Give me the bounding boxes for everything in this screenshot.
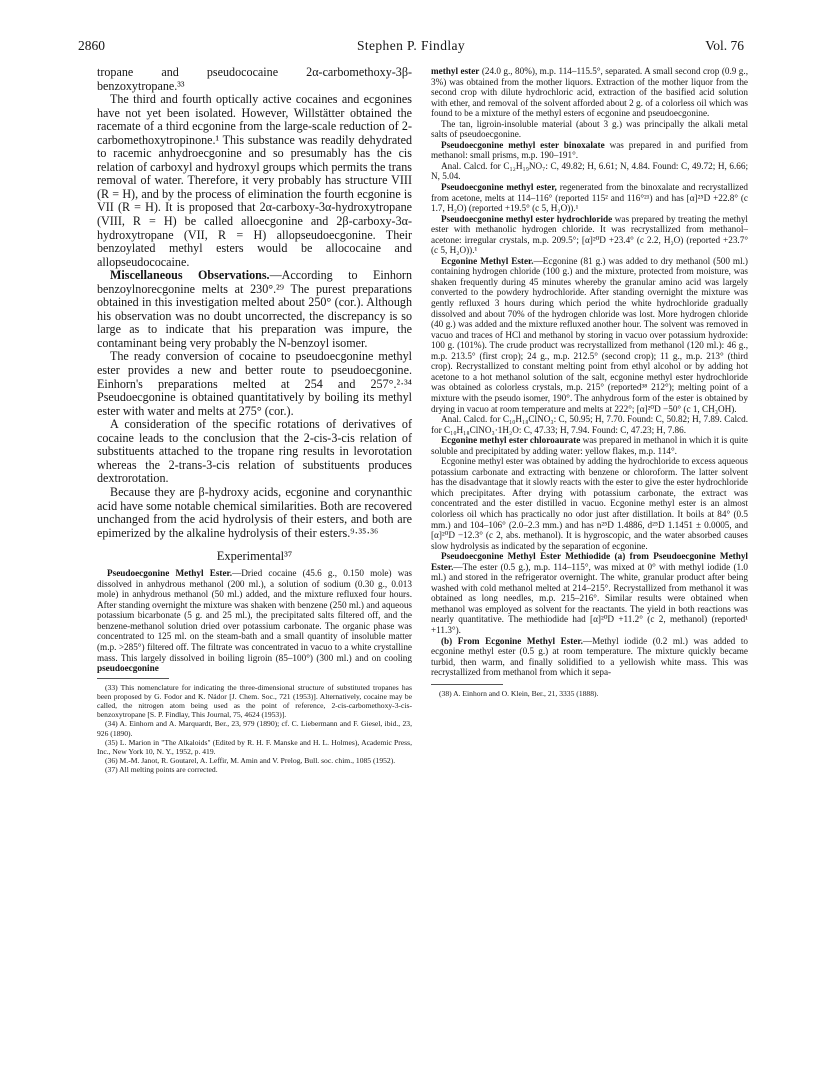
paragraph: tropane and pseudococaine 2α-carbomethoxy-3β-benzoxytropane.³³ <box>97 65 412 93</box>
paragraph: A consideration of the specific rotations of derivatives of cocaine leads to the conclusion that the 2-cis-3-cis relation of substituents attached to the tropane ring results in levorotation whereas the 2-trans-3-cis relation of substituents produces dextrorotation. <box>97 417 412 486</box>
footnote: (37) All melting points are corrected. <box>105 765 218 775</box>
footnote: (33) This nomenclature for indicating the three-dimensional structure of substituted tropanes has been proposed by G. Fodor and K. Nádor [J. Chem. Soc., 721 (1953)]. Alternatively, cocaine may be called, the nitrogen atom being used as the point of reference, 2-cis-carbomethoxy-3-cis-benzoxytropane [S. P. Findlay, This Journal, 75, 4624 (1953)]. <box>97 682 412 720</box>
paragraph: Ecgonine methyl ester was obtained by adding the hydrochloride to excess aqueous potassium carbonate and extracting with benzene or chloroform. The latter solvent has the disadvantage that it slowly reacts with the ester to give the ester hydrochloride which precipitates. After drying with potassium carbonate, the extract was concentrated and the ester distilled in vacuo. Ecgonine methyl ester is an almost colorless oil which has practically no odor just after distillation. It boils at 84° (0.5 mm.) and 104–106° (2.0–2.3 mm.) and has n²⁵D 1.4886, d²⁵D 1.1451 ± 0.0005, and [α]²⁰D −12.3° (c 2, abs. methanol). It is hygroscopic, and the water absorbed causes slow hydrolysis as indicated by the separation of ecgonine. <box>431 456 748 551</box>
run-in-heading: Pseudoecgonine Methyl Ester. <box>107 568 233 579</box>
run-in-heading: (b) From Ecgonine Methyl Ester. <box>441 635 583 646</box>
page-header <box>78 37 744 55</box>
volume-label: Vol. 76 <box>705 38 744 53</box>
left-column <box>97 66 412 775</box>
run-in-heading: Miscellaneous Observations. <box>110 268 270 283</box>
run-in-heading: Pseudoecgonine methyl ester hydrochloride <box>441 213 613 224</box>
experimental-body <box>97 568 412 673</box>
paragraph <box>431 214 748 256</box>
paragraph-text: —Ecgonine (81 g.) was added to dry methanol (500 ml.) containing hydrogen chloride (100 g.) and the mixture, protected from moisture, was shaken frequently during 45 minutes whereby the granular amino acid was largely converted to the powdery hydrochloride. After standing overnight the mixture was gently refluxed 3 hours during which period the white hydrochloride gradually dissolved and about 70% of the hydrogen chloride was lost. More hydrogen chloride (40 g.) was added and the mixture refluxed another hour. The solvent was removed in vacuo and traces of HCl and methanol by storing in vacuo over potassium hydroxide: 100 g. (101%). The crude product was recrystallized from methanol (120 ml.): 46 g., m.p. 213.5° (first crop); 24 g., m.p. 212.5° (second crop); 11 g., m.p. 213° (third crop). Recrystallized to constant melting point from ethyl alcohol or by adding hot acetone to a hot methanol solution of the salt, ecgonine methyl ester hydrochloride was obtained as colorless crystals, m.p. 215° (reported³⁸ 212°); melting point of a mixture with the pseudo isomer, 190°. The anhydrous form of the ester is obtained by drying in vacuo at room temperature and melts at 222°; [α]²⁰D −50° (c 1, CH₃OH). <box>431 255 748 414</box>
paragraph-text: —Dried cocaine (45.6 g., 0.150 mole) was dissolved in anhydrous methanol (200 ml.), a solution of sodium (0.30 g., 0.013 mole) in anhydrous methanol (50 ml.) added, and the mixture refluxed four hours. After standing overnight the mixture was shaken with benzene (250 ml.) and aqueous potassium bicarbonate (5 g. and 25 ml.), the precipitated salts filtered off, and the benzene-methanol solution dried over potassium carbonate. The organic phase was concentrated to 125 ml. on the steam-bath and a small quantity of insoluble matter (m.p. >285°) filtered off. The filtrate was concentrated in vacuo to a white crystalline mass. This largely dissolved in boiling ligroin (85–100°) (300 ml.) and on cooling <box>97 568 412 663</box>
footnotes <box>431 689 748 698</box>
run-in-heading: Ecgonine methyl ester chloroaurate <box>441 435 581 446</box>
run-in-heading: Ecgonine Methyl Ester. <box>441 255 534 266</box>
bold-term: pseudoecgonine <box>97 663 159 674</box>
paragraph <box>431 551 748 635</box>
right-column <box>431 66 748 698</box>
paragraph <box>97 568 412 673</box>
paragraph <box>431 66 748 119</box>
paragraph-text: —The ester (0.5 g.), m.p. 114–115°, was mixed at 0° with methyl iodide (1.0 ml.) and stored in the refrigerator overnight. The white, granular product after being washed with cold methanol melted at 214–215°. Recrystallized from methanol it was obtained as long needles, m.p. 215–216°. Similar results were obtained when methanol was employed as solvent for the reactants. The yield in both reactions was nearly quantitative. The methiodide had [α]²⁰D +11.2° (c 2, methanol) (reported¹ +11.3°). <box>431 561 748 635</box>
paragraph-text: was prepared in methanol in which it is quite soluble and precipitated by adding water: yellow flakes, m.p. 114°. <box>431 435 748 456</box>
footnotes <box>97 683 412 775</box>
analysis-line: Anal. Calcd. for C₁₂H₁₉NO₇: C, 49.82; H, 6.61; N, 4.84. Found: C, 49.72; H, 6.66; N, 5.04. <box>431 160 748 182</box>
paragraph-text: was prepared in and purified from methanol: small prisms, m.p. 190–191°. <box>431 139 749 161</box>
paragraph: Because they are β-hydroxy acids, ecgonine and corynanthic acid have some notable chemical similarities. Both are recovered unchanged from the acid hydrolysis of their esters, and both are epimerized by the alkaline hydrolysis of their esters.⁹·³⁵·³⁶ <box>97 484 412 540</box>
run-in-heading: Pseudoecgonine methyl ester, <box>441 182 557 193</box>
footnote-rule <box>431 684 503 685</box>
footnote: (34) A. Einhorn and A. Marquardt, Ber., 23, 979 (1890); cf. C. Liebermann and F. Giesel, ibid., 23, 926 (1890). <box>97 719 412 738</box>
paragraph-text: —According to Einhorn benzoylnorecgonine melts at 230°.²⁹ The purest preparations obtained in this investigation melted about 250° (cor.). Although his observation was no doubt uncorrected, the discrepancy is so large as to indicate that his preparation was impure, the contaminant being very probably the N-benzoyl isomer. <box>97 268 412 350</box>
paragraph <box>431 636 748 678</box>
analysis-line: Anal. Calcd. for C₁₀H₁₈ClNO₃: C, 50.95; H, 7.70. Found: C, 50.82; H, 7.89. Calcd. for C₁₀H₁₈ClNO₃·1H₂O: C, 47.33; H, 7.94. Found: C, 47.23; H, 7.86. <box>431 414 748 435</box>
paragraph <box>97 269 412 350</box>
paragraph: The third and fourth optically active cocaines and ecgonines have not yet been isolated. However, Willstätter obtained the racemate of a third ecgonine from the large-scale reduction of 2-carbomethoxytropinone.¹ This substance was readily dehydrated to racemic anhydroecgonine and so presumably has the cis relation of carboxyl and hydroxyl groups which permits the trans removal of water. Therefore, it very probably has structure VIII (R = H), and by the process of elimination the fourth ecgonine is VII (R = H). It is proposed that 2α-carboxy-3α-hydroxytropane (VIII, R = H) be called alloecgonine and 2β-carboxy-3α-hydroxytropane (VII, R = H) allopseudoecgonine. Their benzoylated methyl esters would be allococaine and allopseudococaine. <box>97 92 412 269</box>
run-in-heading: Pseudoecgonine methyl ester binoxalate <box>441 139 605 150</box>
paragraph <box>431 182 748 214</box>
paragraph: The tan, ligroin-insoluble material (about 3 g.) was principally the alkali metal salts of pseudoecgonine. <box>431 118 748 140</box>
bold-term: methyl ester <box>431 66 480 76</box>
paragraph-text: (24.0 g., 80%), m.p. 114–115.5°, separated. A small second crop (0.9 g., 3%) was obtained from the mother liquors. Extraction of the mother liquor from the second crop with dilute hydrochloric acid, extraction of the basified acid solution with ether, and removal of the solvent afforded about 2 g. of a colorless oil which was found to be a mixture of the methyl esters of ecgonine and pseudoecgonine. <box>431 66 748 119</box>
running-author: Stephen P. Findlay <box>356 38 466 53</box>
paragraph <box>431 140 748 161</box>
footnote: (36) M.-M. Janot, R. Goutarel, A. Leffir, M. Amin and V. Prelog, Bull. soc. chim., 1085 (1952). <box>105 756 396 766</box>
page-number: 2860 <box>78 38 105 53</box>
left-body <box>97 66 412 540</box>
footnote: (35) L. Marion in "The Alkaloids" (Edited by R. H. F. Manske and H. L. Holmes), Academic Press, Inc., New York 10, N. Y., 1952, p. 419. <box>97 737 412 757</box>
paragraph-text: —Methyl iodide (0.2 ml.) was added to ecgonine methyl ester (0.5 g.) at room temperature. The mixture quickly became turbid, then warm, and finally solidified to a yellowish white mass. This was recrystallized from methanol from which it sepa- <box>431 635 748 678</box>
paragraph-text: was prepared by treating the methyl ester with methanolic hydrogen chloride. It was recrystallized from methanol–acetone: irregular crystals, m.p. 209.5°; [α]²⁰D +23.4° (c 2.2, H₂O) (reported +23.7° (c 5, H₂O)).¹ <box>431 213 748 256</box>
paragraph: The ready conversion of cocaine to pseudoecgonine methyl ester provides a new and better route to pseudoecgonine. Einhorn's preparations melted at 254 and 257°.²·³⁴ Pseudoecgonine is obtained quantitatively by boiling its methyl ester with water and melts at 275° (cor.). <box>97 349 412 418</box>
section-heading: Experimental³⁷ <box>216 549 293 564</box>
paragraph <box>431 435 748 456</box>
run-in-heading: Pseudoecgonine Methyl Ester Methiodide (a) from Pseudoecgonine Methyl Ester. <box>431 551 748 572</box>
footnote-rule <box>97 678 169 679</box>
paragraph <box>431 256 748 414</box>
footnote: (38) A. Einhorn and O. Klein, Ber., 21, 3335 (1888). <box>439 688 599 698</box>
paragraph-text: regenerated from the binoxalate and recrystallized from acetone, melts at 114–116° (reported 115² and 116°²¹) and has [α]²⁵D +22.8° (c 1.7, H₂O) (reported +19.5° (c 5, H₂O)).¹ <box>431 182 748 214</box>
